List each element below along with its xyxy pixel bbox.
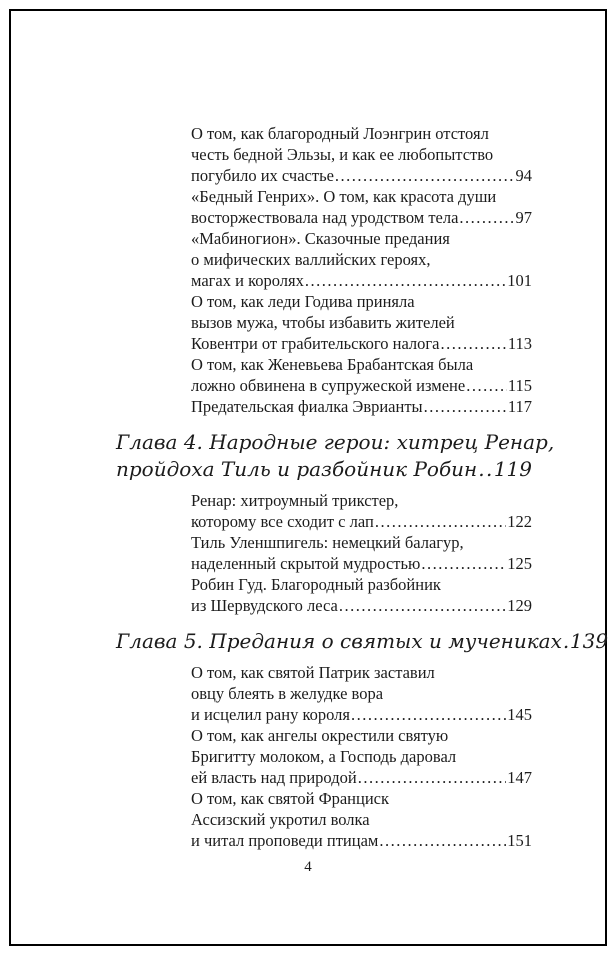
toc-line xyxy=(191,767,532,788)
toc-line: Ассизский укротил волка xyxy=(191,810,370,829)
toc-line-text: Предательская фиалка Эврианты xyxy=(191,397,423,416)
toc-page-number: 115 xyxy=(507,376,532,395)
table-of-contents xyxy=(116,123,609,851)
toc-chapter-heading xyxy=(116,628,609,655)
toc-line-text: погубило их счастье xyxy=(191,166,334,185)
toc-line-text: которому все сходит с лап xyxy=(191,512,374,531)
toc-page-number: 97 xyxy=(515,208,532,227)
toc-entry xyxy=(191,123,532,186)
dot-leader xyxy=(478,456,493,483)
toc-entry xyxy=(191,532,532,574)
toc-line xyxy=(191,704,532,725)
toc-line xyxy=(116,456,532,483)
toc-entry xyxy=(191,396,532,417)
dot-leader xyxy=(421,553,506,574)
toc-line xyxy=(191,830,532,851)
toc-line-text: и исцелил рану короля xyxy=(191,705,350,724)
dot-leader xyxy=(351,704,506,725)
toc-page-number: 139 xyxy=(569,629,609,653)
dot-leader xyxy=(339,595,506,616)
toc-entry xyxy=(191,490,532,532)
dot-leader xyxy=(466,375,507,396)
toc-entry xyxy=(191,228,532,291)
toc-line: Тиль Уленшпигель: немецкий балагур, xyxy=(191,533,464,552)
toc-line: вызов мужа, чтобы избавить жителей xyxy=(191,313,455,332)
toc-page-number: 94 xyxy=(515,166,532,185)
toc-line xyxy=(191,553,532,574)
toc-page-number: 117 xyxy=(507,397,532,416)
toc-line: о мифических валлийских героях, xyxy=(191,250,431,269)
dot-leader xyxy=(375,511,506,532)
toc-line-text: ей власть над природой xyxy=(191,768,357,787)
toc-line-text: Глава 5. Предания о святых и мучениках xyxy=(116,629,562,653)
toc-line xyxy=(191,207,532,228)
toc-line-text: наделенный скрытой мудростью xyxy=(191,554,421,573)
toc-line-text: Ковентри от грабительского налога xyxy=(191,334,440,353)
toc-line xyxy=(191,165,532,186)
toc-page-number: 145 xyxy=(507,705,532,724)
toc-line: честь бедной Эльзы, и как ее любопытство xyxy=(191,145,494,164)
toc-line xyxy=(191,333,532,354)
toc-line xyxy=(191,396,532,417)
toc-page-number: 122 xyxy=(507,512,532,531)
toc-line xyxy=(191,511,532,532)
page-border xyxy=(9,9,607,946)
toc-page-number: 101 xyxy=(507,271,532,290)
toc-page-number: 129 xyxy=(507,596,532,615)
toc-page-number: 147 xyxy=(507,768,532,787)
toc-entry xyxy=(191,354,532,396)
toc-page-number: 151 xyxy=(507,831,532,850)
toc-line: О том, как святой Патрик заставил xyxy=(191,663,435,682)
toc-line-text: и читал проповеди птицам xyxy=(191,831,379,850)
toc-line: овцу блеять в желудке вора xyxy=(191,684,384,703)
toc-chapter-heading xyxy=(116,429,555,483)
dot-leader xyxy=(459,207,514,228)
toc-line xyxy=(191,595,532,616)
dot-leader xyxy=(305,270,506,291)
toc-entry xyxy=(191,291,532,354)
toc-line-text: восторжествовала над уродством тела xyxy=(191,208,459,227)
toc-entry xyxy=(191,186,532,228)
toc-line: «Мабиногион». Сказочные предания xyxy=(191,229,450,248)
toc-line: Робин Гуд. Благородный разбойник xyxy=(191,575,441,594)
toc-line xyxy=(191,375,532,396)
toc-line-text: из Шервудского леса xyxy=(191,596,338,615)
toc-line: О том, как святой Франциск xyxy=(191,789,390,808)
toc-line: Ренар: хитроумный трикстер, xyxy=(191,491,399,510)
page-number: 4 xyxy=(304,859,312,875)
toc-line-text: пройдоха Тиль и разбойник Робин xyxy=(116,457,478,481)
toc-entry xyxy=(191,662,532,725)
dot-leader xyxy=(563,628,569,655)
toc-line: О том, как леди Годива приняла xyxy=(191,292,415,311)
dot-leader xyxy=(335,165,515,186)
toc-entry xyxy=(191,788,532,851)
toc-line: Глава 4. Народные герои: хитрец Ренар, xyxy=(116,430,555,454)
dot-leader xyxy=(358,767,507,788)
dot-leader xyxy=(424,396,507,417)
toc-line xyxy=(116,628,609,655)
toc-line: Бригитту молоком, а Господь даровал xyxy=(191,747,457,766)
toc-page-number: 119 xyxy=(493,457,532,481)
dot-leader xyxy=(440,333,506,354)
toc-entry xyxy=(191,574,532,616)
toc-line: О том, как Женевьева Брабантская была xyxy=(191,355,474,374)
toc-page-number: 125 xyxy=(507,554,532,573)
toc-line: О том, как ангелы окрестили святую xyxy=(191,726,449,745)
toc-line: О том, как благородный Лоэнгрин отстоял xyxy=(191,124,489,143)
toc-page-number: 113 xyxy=(507,334,532,353)
toc-line-text: ложно обвинена в супружеской измене xyxy=(191,376,466,395)
toc-line: «Бедный Генрих». О том, как красота души xyxy=(191,187,497,206)
toc-line-text: магах и королях xyxy=(191,271,304,290)
toc-entry xyxy=(191,725,532,788)
toc-line xyxy=(191,270,532,291)
dot-leader xyxy=(379,830,506,851)
